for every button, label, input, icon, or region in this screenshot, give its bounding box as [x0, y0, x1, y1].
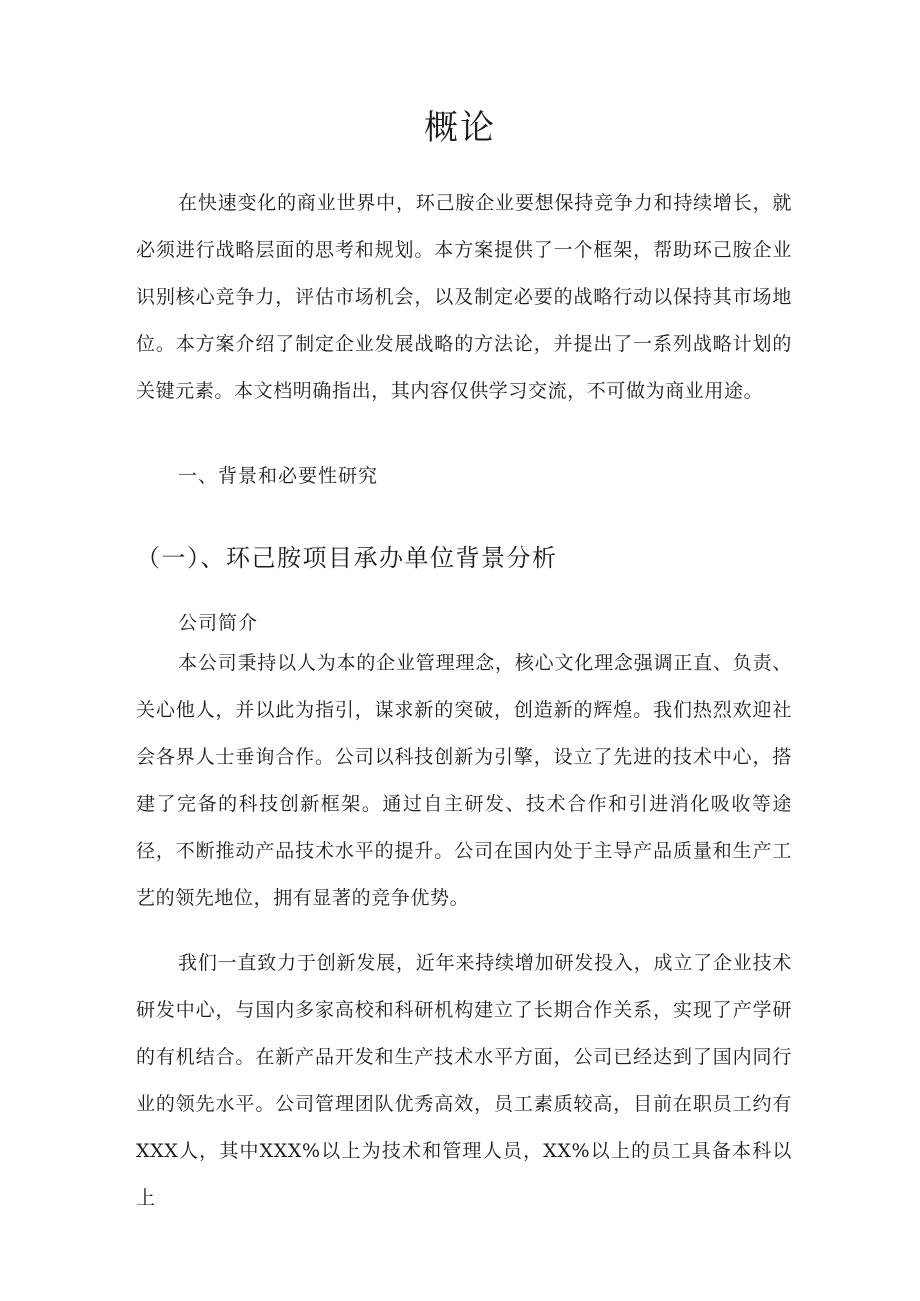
innovation-paragraph: 我们一直致力于创新发展，近年来持续增加研发投入，成立了企业技术研发中心，与国内多家高校和科研机构建立了长期合作关系，实现了产学研的有机结合。在新产品开发和生产技术水平方面，公司已经达到了国内同行业的领先水平。公司管理团队优秀高效，员工素质较高，目前在职员工约有XXX人，其中XXX%以上为技术和管理人员，XX%以上的员工具备本科以上: [136, 952, 792, 1209]
heading-company-profile: 公司简介: [178, 612, 259, 634]
intro-paragraph: 在快速变化的商业世界中，环己胺企业要想保持竞争力和持续增长，就必须进行战略层面的思考和规划。本方案提供了一个框架，帮助环己胺企业识别核心竞争力，评估市场机会，以及制定必要的战略行动以保持其市场地位。本方案介绍了制定企业发展战略的方法论，并提出了一系列战略计划的关键元素。本文档明确指出，其内容仅供学习交流，不可做为商业用途。: [136, 192, 792, 402]
document-title: 概论: [424, 108, 496, 148]
subsection-heading-organizer-background: （一）、环己胺项目承办单位背景分析: [136, 544, 558, 572]
section-heading-background: 一、背景和必要性研究: [178, 465, 379, 487]
company-profile-paragraph: 本公司秉持以人为本的企业管理理念，核心文化理念强调正直、负责、关心他人，并以此为指引，谋求新的突破，创造新的辉煌。我们热烈欢迎社会各界人士垂询合作。公司以科技创新为引擎，设立了先进的技术中心，搭建了完备的科技创新框架。通过自主研发、技术合作和引进消化吸收等途径，不断推动产品技术水平的提升。公司在国内处于主导产品质量和生产工艺的领先地位，拥有显著的竞争优势。: [136, 652, 792, 909]
